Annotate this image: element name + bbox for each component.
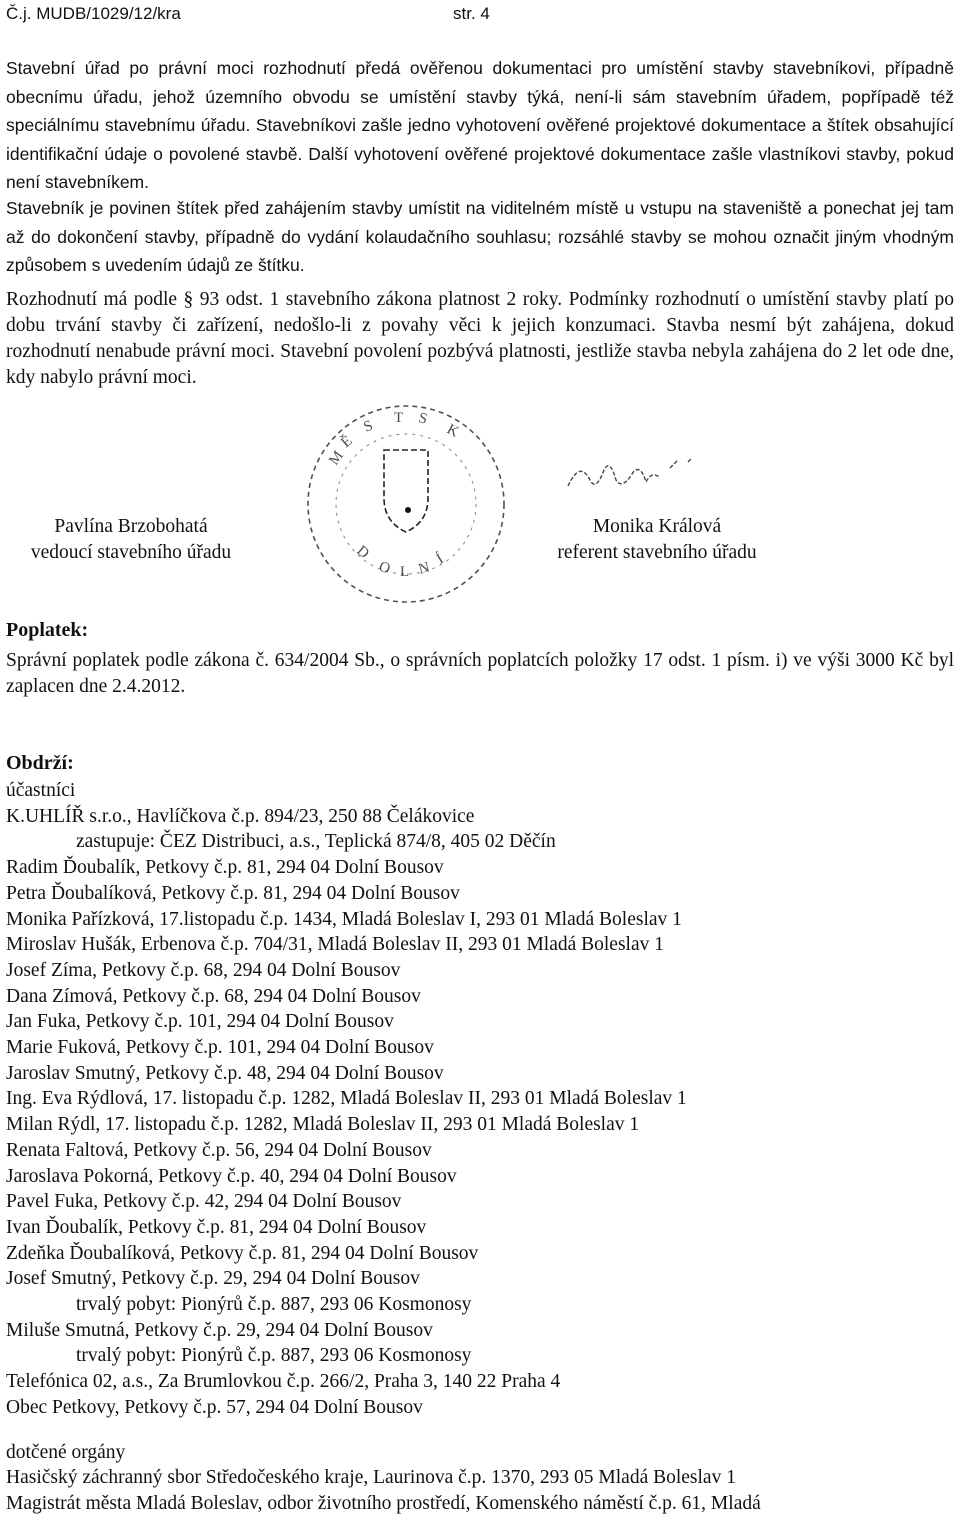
recipient-item: K.UHLÍŘ s.r.o., Havlíčkova č.p. 894/23, 250 88 Čelákovice <box>6 805 475 827</box>
svg-text:O: O <box>376 558 393 578</box>
recipient-item: Miroslav Hušák, Erbenova č.p. 704/31, Mladá Boleslav II, 293 01 Mladá Boleslav 1 <box>6 934 665 956</box>
recipient-item: trvalý pobyt: Pionýrů č.p. 887, 293 06 Kosmonosy <box>76 1345 472 1367</box>
svg-text:S: S <box>361 417 376 436</box>
signatory-left <box>6 514 256 566</box>
signatory-left-role: vedoucí stavebního úřadu <box>30 542 232 563</box>
paragraph-site-label: Stavebník je povinen štítek před zahájením stavby umístit na viditelném místě u vstupu na staveniště a ponechat jej tam až do dokončení stavby, případně do vydání kolaudačního souhlasu; rozsáhlé stavby se mohou označit jiným vhodným způsobem s uvedením údajů ze štítku. <box>6 198 954 275</box>
svg-text:L: L <box>400 564 410 580</box>
svg-text:D: D <box>353 542 373 563</box>
authorities-label: dotčené orgány <box>6 1441 126 1463</box>
recipient-item: Obec Petkovy, Petkovy č.p. 57, 294 04 Dolní Bousov <box>6 1396 423 1418</box>
authority-item: Magistrát města Mladá Boleslav, odbor životního prostředí, Komenského náměstí č.p. 61, Mladá <box>6 1493 761 1515</box>
recipient-item: Zdeňka Ďoubalíková, Petkovy č.p. 81, 294 04 Dolní Bousov <box>6 1242 479 1264</box>
svg-text:N: N <box>416 559 432 578</box>
participants-label: účastníci <box>6 780 76 801</box>
svg-text:Ě: Ě <box>338 432 356 452</box>
fee-text: Správní poplatek podle zákona č. 634/2004 Sb., o správních poplatcích položky 17 odst. 1 písm. i) ve výši 3000 Kč byl zaplacen dne 2.4.2012. <box>6 650 954 697</box>
page-header <box>6 4 490 24</box>
recipient-item: Josef Zíma, Petkovy č.p. 68, 294 04 Dolní Bousov <box>6 959 401 981</box>
svg-text:Í: Í <box>434 551 447 568</box>
paragraph-document-handover: Stavební úřad po právní moci rozhodnutí předá ověřenou dokumentaci pro umístění stavby stavebníkovi, případně obecnímu úřadu, jehož územního obvodu se umístění stavby týká, není-li sám stavebním úřadem, popřípadě též speciálnímu stavebnímu úřadu. Stavebníkovi zašle jedno vyhotovení ověřené projektové dokumentace a štítek obsahující identifikační údaje o povolené stavbě. Další vyhotovení ověřené projektové dokumentace zašle vlastníkovi stavby, pokud není stavebníkem. <box>6 58 954 192</box>
recipient-item: Pavel Fuka, Petkovy č.p. 42, 294 04 Dolní Bousov <box>6 1191 402 1213</box>
signatory-left-name: Pavlína Brzobohatá <box>54 516 208 537</box>
svg-text:T: T <box>394 410 404 426</box>
reference-number: Č.j. MUDB/1029/12/kra <box>6 4 181 23</box>
recipient-item: Renata Faltová, Petkovy č.p. 56, 294 04 Dolní Bousov <box>6 1139 432 1161</box>
paragraph-validity: Rozhodnutí má podle § 93 odst. 1 stavebního zákona platnost 2 roky. Podmínky rozhodnutí o umístění stavby platí po dobu trvání stavby či zařízení, nedošlo-li z povahy věci k jejich konzumaci. Stavba nesmí být zahájena, dokud rozhodnutí nenabude právní moci. Stavební povolení pozbývá platnosti, jestliže stavba nebyla zahájena do 2 let ode dne, kdy nabylo právní moci. <box>6 289 954 388</box>
recipient-item: Petra Ďoubalíková, Petkovy č.p. 81, 294 04 Dolní Bousov <box>6 882 460 904</box>
svg-text:K: K <box>444 421 462 441</box>
recipient-item: Dana Zímová, Petkovy č.p. 68, 294 04 Dolní Bousov <box>6 985 421 1007</box>
signatory-right-role: referent stavebního úřadu <box>557 542 757 563</box>
recipient-item: Jaroslav Smutný, Petkovy č.p. 48, 294 04 Dolní Bousov <box>6 1062 444 1084</box>
svg-text:M: M <box>326 448 347 469</box>
recipient-item: Milan Rýdl, 17. listopadu č.p. 1282, Mladá Boleslav II, 293 01 Mladá Boleslav 1 <box>6 1114 640 1136</box>
signatory-right-name: Monika Králová <box>592 516 722 537</box>
recipient-item: Jan Fuka, Petkovy č.p. 101, 294 04 Dolní Bousov <box>6 1011 394 1033</box>
recipient-item: Ivan Ďoubalík, Petkovy č.p. 81, 294 04 Dolní Bousov <box>6 1216 427 1238</box>
recipient-item: Monika Pařízková, 17.listopadu č.p. 1434, Mladá Boleslav I, 293 01 Mladá Boleslav 1 <box>6 908 682 930</box>
official-seal <box>296 392 516 610</box>
recipient-item: Ing. Eva Rýdlová, 17. listopadu č.p. 1282, Mladá Boleslav II, 293 01 Mladá Boleslav 1 <box>6 1088 687 1110</box>
recipient-item: Telefónica 02, a.s., Za Brumlovkou č.p. 266/2, Praha 3, 140 22 Praha 4 <box>6 1371 561 1393</box>
handwritten-signature <box>560 440 720 500</box>
recipient-item: Radim Ďoubalík, Petkovy č.p. 81, 294 04 Dolní Bousov <box>6 857 444 879</box>
recipient-item: trvalý pobyt: Pionýrů č.p. 887, 293 06 Kosmonosy <box>76 1294 472 1315</box>
recipient-item: zastupuje: ČEZ Distribuci, a.s., Teplická 874/8, 405 02 Děčín <box>76 831 556 853</box>
page-number: str. 4 <box>453 4 490 23</box>
recipient-item: Miluše Smutná, Petkovy č.p. 29, 294 04 Dolní Bousov <box>6 1319 433 1341</box>
recipient-item: Marie Fuková, Petkovy č.p. 101, 294 04 Dolní Bousov <box>6 1037 434 1058</box>
svg-text:S: S <box>417 410 429 428</box>
signatory-right <box>532 514 782 566</box>
recipient-item: Josef Smutný, Petkovy č.p. 29, 294 04 Dolní Bousov <box>6 1268 420 1290</box>
authority-item: Hasičský záchranný sbor Středočeského kraje, Laurinova č.p. 1370, 293 05 Mladá Boleslav 1 <box>6 1467 736 1489</box>
recipient-item: Jaroslava Pokorná, Petkovy č.p. 40, 294 04 Dolní Bousov <box>6 1165 457 1187</box>
fee-heading: Poplatek: <box>6 619 89 641</box>
recipients-heading: Obdrží: <box>6 752 74 774</box>
